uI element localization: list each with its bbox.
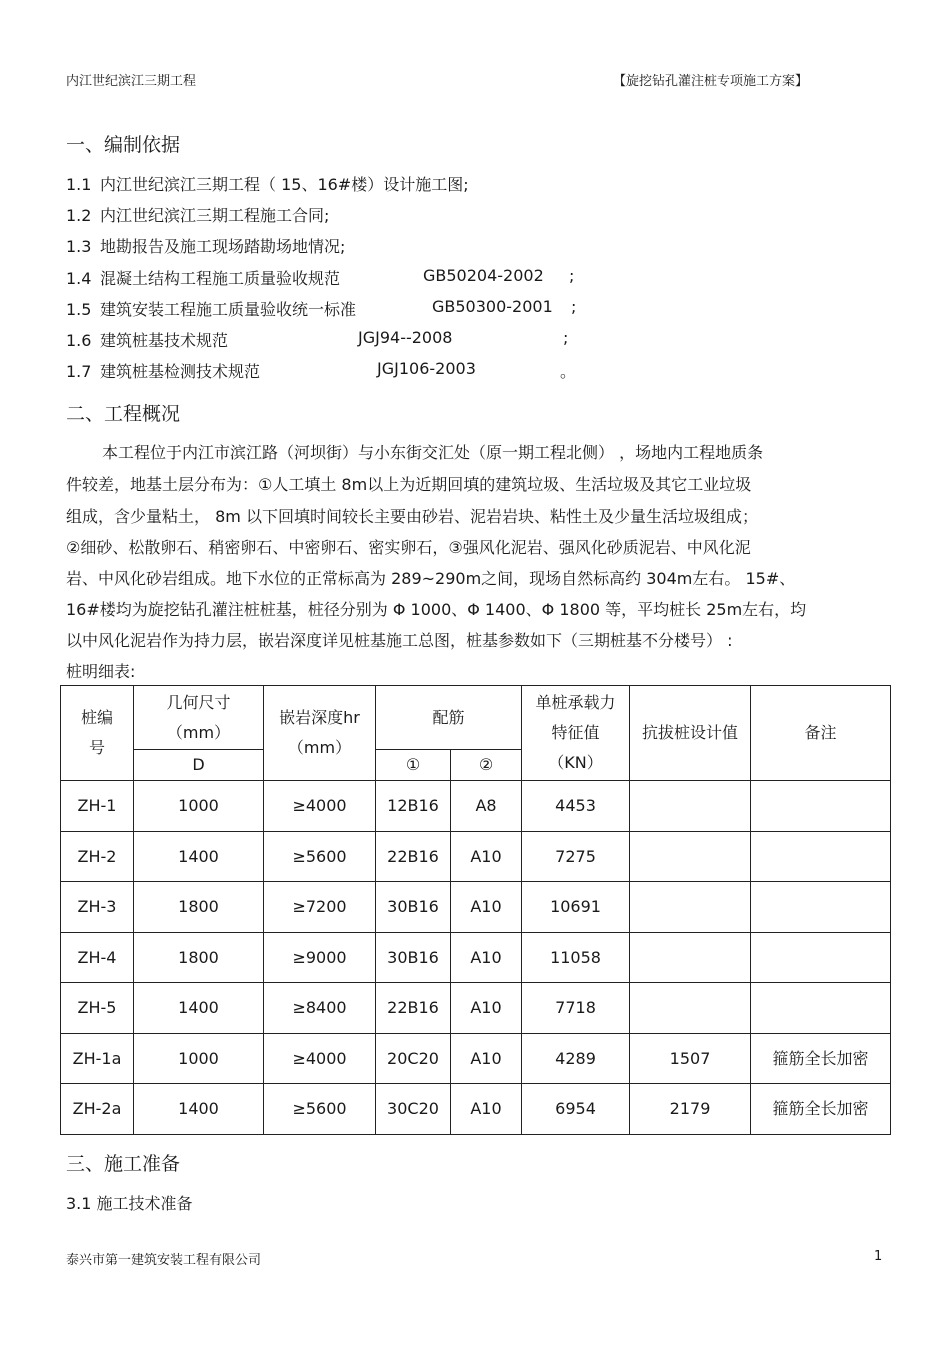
cell-pile-id: ZH-1 (61, 781, 134, 832)
overview-line: 本工程位于内江市滨江路（河坝街）与小东街交汇处（原一期工程北侧） ，场地内工程地质条 (102, 443, 764, 462)
cell-rebar-2: A10 (451, 832, 522, 882)
basis-item-ref: GB50300-2001 (432, 297, 553, 316)
cell-uplift: 2179 (630, 1084, 751, 1135)
section-3-sub: 3.1 施工技术准备 (66, 1194, 193, 1213)
basis-item-text: 建筑桩基检测技术规范 (100, 362, 261, 381)
cell-rebar-2: A10 (451, 882, 522, 933)
overview-line: 组成，含少量粘土， 8m 以下回填时间较长主要由砂岩、泥岩岩块、粘性土及少量生活垃圾组成； (66, 507, 758, 526)
cell-pile-id: ZH-2a (61, 1084, 134, 1135)
cell-remark: 箍筋全长加密 (751, 1084, 891, 1135)
basis-item (66, 234, 345, 257)
overview-line: 16#楼均为旋挖钻孔灌注桩桩基，桩径分别为 Φ 1000、Φ 1400、Φ 1800 等，平均桩长 25m左右，均 (66, 600, 807, 619)
table-row (61, 933, 891, 983)
cell-embed: ≥4000 (264, 1034, 376, 1084)
cell-remark (751, 933, 891, 983)
cell-embed: ≥8400 (264, 983, 376, 1034)
cell-uplift (630, 832, 751, 882)
basis-item-end: ; (569, 266, 575, 285)
cell-remark (751, 781, 891, 832)
cell-diameter: 1400 (134, 983, 264, 1034)
header-project: 内江世纪滨江三期工程 (66, 74, 197, 89)
cell-embed: ≥7200 (264, 882, 376, 933)
table-row (61, 832, 891, 882)
cell-remark: 箍筋全长加密 (751, 1034, 891, 1084)
cell-capacity: 10691 (522, 882, 630, 933)
table-row (61, 1034, 891, 1084)
cell-uplift (630, 983, 751, 1034)
cell-capacity: 7718 (522, 983, 630, 1034)
cell-rebar-1: 30B16 (376, 882, 451, 933)
basis-item-text: 地勘报告及施工现场踏勘场地情况; (100, 237, 346, 256)
basis-item-end: ; (563, 328, 569, 347)
overview-line: 以中风化泥岩作为持力层，嵌岩深度详见桩基施工总图，桩基参数如下（三期桩基不分楼号） : (66, 631, 733, 650)
basis-item (66, 203, 329, 226)
cell-uplift (630, 781, 751, 832)
cell-embed: ≥9000 (264, 933, 376, 983)
th-pile-no: 桩编号 (61, 686, 134, 781)
cell-remark (751, 832, 891, 882)
page-number: 1 (874, 1249, 883, 1264)
cell-embed: ≥5600 (264, 832, 376, 882)
cell-remark (751, 882, 891, 933)
th-geometry: 几何尺寸（mm） (134, 686, 264, 750)
cell-diameter: 1400 (134, 1084, 264, 1135)
cell-rebar-1: 22B16 (376, 832, 451, 882)
cell-uplift: 1507 (630, 1034, 751, 1084)
basis-item-end: ; (571, 297, 577, 316)
th-rebar-1: ① (376, 750, 451, 781)
table-row (61, 1084, 891, 1135)
basis-item (66, 172, 469, 195)
cell-diameter: 1000 (134, 1034, 264, 1084)
table-row (61, 781, 891, 832)
overview-line: 件较差，地基土层分布为：①人工填土 8m以上为近期回填的建筑垃圾、生活垃圾及其它工业垃圾 (66, 475, 752, 494)
cell-capacity: 6954 (522, 1084, 630, 1135)
cell-embed: ≥4000 (264, 781, 376, 832)
cell-rebar-2: A10 (451, 1084, 522, 1135)
overview-line: ②细砂、松散卵石、稍密卵石、中密卵石、密实卵石，③强风化泥岩、强风化砂质泥岩、中风化泥 (66, 538, 751, 557)
basis-item-num: 1.4 (66, 269, 92, 288)
cell-capacity: 11058 (522, 933, 630, 983)
basis-item-num: 1.5 (66, 300, 92, 319)
cell-rebar-1: 22B16 (376, 983, 451, 1034)
basis-item-text: 混凝土结构工程施工质量验收规范 (100, 269, 341, 288)
basis-item-num: 1.2 (66, 206, 92, 225)
cell-diameter: 1400 (134, 832, 264, 882)
basis-item-ref: GB50204-2002 (423, 266, 544, 285)
table-row (61, 882, 891, 933)
cell-capacity: 4453 (522, 781, 630, 832)
th-uplift: 抗拔桩设计值 (630, 686, 751, 781)
basis-item-end: 。 (560, 362, 577, 381)
section-1-title: 一、编制依据 (66, 134, 181, 156)
section-2-title: 二、工程概况 (66, 403, 181, 425)
cell-rebar-1: 30B16 (376, 933, 451, 983)
cell-rebar-1: 12B16 (376, 781, 451, 832)
cell-rebar-1: 30C20 (376, 1084, 451, 1135)
basis-item-ref: JGJ94--2008 (358, 328, 453, 347)
cell-rebar-2: A8 (451, 781, 522, 832)
pile-table (60, 685, 891, 1135)
header-doc-title: 【旋挖钻孔灌注桩专项施工方案】 (612, 74, 808, 89)
basis-item-text: 建筑安装工程施工质量验收统一标准 (100, 300, 357, 319)
th-rebar: 配筋 (376, 686, 522, 750)
cell-diameter: 1800 (134, 882, 264, 933)
basis-item (66, 359, 626, 382)
basis-item-num: 1.3 (66, 237, 92, 256)
table-row (61, 983, 891, 1034)
cell-diameter: 1000 (134, 781, 264, 832)
cell-pile-id: ZH-1a (61, 1034, 134, 1084)
basis-item (66, 328, 626, 351)
footer-company: 泰兴市第一建筑安装工程有限公司 (66, 1253, 262, 1268)
cell-pile-id: ZH-4 (61, 933, 134, 983)
basis-item (66, 297, 626, 320)
cell-uplift (630, 933, 751, 983)
cell-rebar-1: 20C20 (376, 1034, 451, 1084)
th-capacity: 单桩承载力特征值（KN） (522, 686, 630, 781)
th-embed-depth: 嵌岩深度hr（mm） (264, 686, 376, 781)
basis-item-text: 建筑桩基技术规范 (100, 331, 229, 350)
cell-pile-id: ZH-2 (61, 832, 134, 882)
basis-item-text: 内江世纪滨江三期工程（ 15、16#楼）设计施工图; (100, 175, 469, 194)
cell-rebar-2: A10 (451, 1034, 522, 1084)
cell-capacity: 7275 (522, 832, 630, 882)
basis-item-text: 内江世纪滨江三期工程施工合同; (100, 206, 330, 225)
basis-item-num: 1.6 (66, 331, 92, 350)
overview-line: 桩明细表: (66, 662, 136, 681)
section-3-title: 三、施工准备 (66, 1153, 181, 1175)
cell-capacity: 4289 (522, 1034, 630, 1084)
basis-item-num: 1.7 (66, 362, 92, 381)
basis-item (66, 266, 626, 289)
cell-uplift (630, 882, 751, 933)
basis-item-ref: JGJ106-2003 (377, 359, 476, 378)
overview-line: 岩、中风化砂岩组成。地下水位的正常标高为 289~290m之间，现场自然标高约 304m左右。 15#、 (66, 569, 796, 588)
cell-rebar-2: A10 (451, 983, 522, 1034)
cell-diameter: 1800 (134, 933, 264, 983)
cell-embed: ≥5600 (264, 1084, 376, 1135)
th-geometry-d: D (134, 750, 264, 781)
cell-rebar-2: A10 (451, 933, 522, 983)
cell-remark (751, 983, 891, 1034)
cell-pile-id: ZH-5 (61, 983, 134, 1034)
basis-item-num: 1.1 (66, 175, 92, 194)
th-remark: 备注 (751, 686, 891, 781)
cell-pile-id: ZH-3 (61, 882, 134, 933)
th-rebar-2: ② (451, 750, 522, 781)
